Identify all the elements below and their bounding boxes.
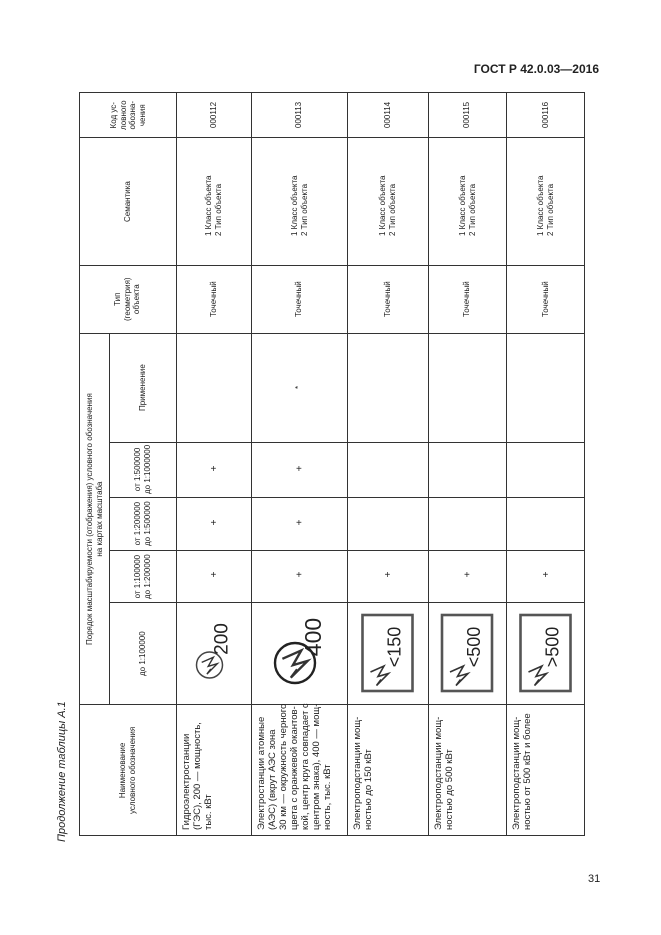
header-scale_3: от 1:200000 до 1:500000 [133, 501, 152, 546]
header-semantics-cell [79, 137, 176, 265]
row-4-semantics-cell [428, 137, 506, 265]
row-1-code: 000112 [208, 101, 218, 128]
row-3-code: 000114 [382, 101, 392, 128]
row-3-name-cell [347, 704, 428, 836]
row-1-name-cell [176, 704, 251, 836]
row-5-code: 000116 [540, 101, 550, 128]
row-2-semantics: 1 Класс объекта 2 Тип объекта [289, 175, 308, 236]
table-rule [109, 550, 585, 551]
row-2-note: * [294, 385, 303, 389]
row-1-type-cell [176, 265, 251, 333]
row-2-scale-3: + [296, 517, 302, 529]
header-scale_1: до 1:100000 [137, 630, 147, 676]
table-rule [109, 442, 585, 443]
row-2-note-cell [251, 333, 347, 442]
row-1-name: Гидроэлектростанции (ГЭС), 200 — мощность, тыс. кВт [181, 722, 214, 830]
row-2-name: Электростанции атомные (АЭС) (вкрут АЭС зона 30 км — окружность черного цвета с оранжевой окантов- кой, центр круга совпадает с центром знака), 400 — мощ- ность, тыс. кВт [256, 703, 333, 830]
row-4-symbol [429, 603, 505, 708]
header-scale-group: Порядок масштабируемости (отображения) условного обозначения на картах масштаба [84, 392, 103, 645]
row-5-semantics: 1 Класс объекта 2 Тип объекта [536, 175, 555, 236]
svg-text:>500: >500 [542, 626, 563, 668]
header-scale_2-cell [109, 550, 176, 602]
header-scale_4: от 1:500000 до 1:1000000 [133, 444, 152, 494]
svg-text:<150: <150 [384, 626, 405, 668]
header-type-cell [79, 265, 176, 333]
row-5-symbol [507, 603, 584, 708]
row-5-name-cell [506, 704, 585, 836]
row-5-type: Точечный [540, 281, 550, 317]
row-3-type-cell [347, 265, 428, 333]
row-4-semantics: 1 Класс объекта 2 Тип объекта [457, 175, 476, 236]
row-1-type: Точечный [208, 281, 218, 317]
row-2-code: 000113 [294, 101, 303, 128]
header-scale_3-cell [109, 497, 176, 550]
row-1-code-cell [176, 92, 251, 137]
row-1-scale-3: + [210, 517, 217, 529]
row-5-semantics-cell [506, 137, 585, 265]
row-1-symbol [177, 603, 250, 708]
row-5-code-cell [506, 92, 585, 137]
header-scale_2: от 1:100000 до 1:200000 [133, 553, 152, 599]
row-2-symbol [252, 603, 346, 708]
svg-text:200: 200 [211, 623, 233, 655]
row-4-scale-2: + [464, 570, 470, 581]
header-name-cell [79, 704, 176, 836]
row-3-symbol [348, 603, 427, 708]
header-scale_4-cell [109, 442, 176, 497]
row-2-scale-2: + [296, 570, 302, 581]
standard-header: ГОСТ Р 42.0.03—2016 [473, 62, 599, 76]
page-number: 31 [588, 873, 601, 885]
header-semantics: Семантика [122, 180, 132, 222]
table-caption: Продолжение таблицы А.1 [56, 701, 68, 842]
row-1-scale-4: + [210, 463, 217, 475]
header-scale_1-cell [109, 602, 176, 704]
row-2-semantics-cell [251, 137, 347, 265]
header-code: Код ус- ловного обозна- чения [108, 99, 146, 130]
header-type: Тип (геометрия) объекта [113, 277, 141, 321]
row-3-scale-2: + [384, 570, 391, 581]
row-5-name: Электроподстанции мощ- ностью от 500 кВт и более [511, 713, 533, 830]
row-4-code-cell [428, 92, 506, 137]
row-3-name: Электроподстанции мощ- ностью до 150 кВт [352, 716, 374, 830]
row-4-type-cell [428, 265, 506, 333]
row-3-semantics-cell [347, 137, 428, 265]
header-name: Наименование условного обозначения [118, 726, 137, 814]
row-3-semantics: 1 Класс объекта 2 Тип объекта [378, 175, 397, 236]
header-scale-group-cell [79, 333, 109, 704]
symbols-table [79, 92, 585, 836]
row-2-scale-4: + [296, 463, 302, 475]
header-note-cell [109, 333, 176, 442]
row-5-scale-2: + [542, 570, 549, 581]
table-rule [109, 497, 585, 498]
header-note: Применение [137, 364, 147, 411]
row-2-type-cell [251, 265, 347, 333]
svg-text:<500: <500 [463, 626, 484, 668]
row-5-type-cell [506, 265, 585, 333]
row-4-code: 000115 [462, 101, 471, 128]
row-4-name-cell [428, 704, 506, 836]
row-2-type: Точечный [294, 281, 303, 317]
row-4-type: Точечный [462, 281, 471, 317]
svg-text:400: 400 [300, 617, 326, 657]
row-2-code-cell [251, 92, 347, 137]
row-1-semantics: 1 Класс объекта 2 Тип объекта [204, 175, 223, 236]
row-1-scale-2: + [210, 570, 217, 581]
row-1-semantics-cell [176, 137, 251, 265]
row-3-type: Точечный [382, 281, 392, 317]
row-4-name: Электроподстанции мощ- ностью до 500 кВт [433, 716, 455, 830]
header-code-cell [79, 92, 176, 137]
row-2-name-cell [251, 704, 347, 836]
row-3-code-cell [347, 92, 428, 137]
